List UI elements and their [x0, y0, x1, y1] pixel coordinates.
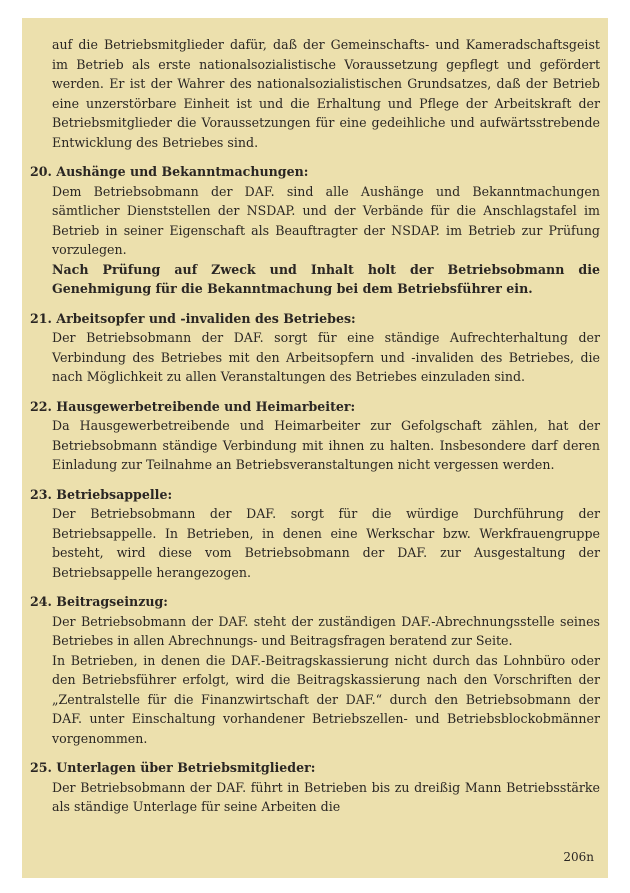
section-heading: 25. Unterlagen über Betriebsmitglieder:: [30, 760, 316, 775]
section-body: [52, 612, 600, 749]
section-paragraph: Nach Prüfung auf Zweck und Inhalt holt der Betriebsobmann die Genehmigung für die Bekanntmachung bei dem Betriebsführer ein.: [52, 261, 600, 296]
section-body: [52, 416, 600, 475]
document-page: [22, 18, 608, 878]
section-heading: 23. Betriebsappelle:: [30, 486, 173, 502]
section-heading: 22. Hausgewerbetreibende und Heimarbeiter:: [30, 398, 356, 414]
section-20: [30, 162, 600, 299]
section-body: [52, 328, 600, 387]
section-heading: 24. Beitragseinzug:: [30, 594, 168, 609]
section-23: [30, 485, 600, 583]
section-paragraph: In Betrieben, in denen die DAF.-Beitragskassierung nicht durch das Lohnbüro oder den Betriebsführer erfolgt, wird die Beitragskassierung nach den Vorschriften der „Zentralstelle für die Finanzwirtschaft der DAF.“ durch den Betriebsobmann der DAF. unter Einschaltung vorhandener Betriebszellen- und Betriebsblockobmänner vorgenommen.: [52, 652, 600, 746]
section-body: [52, 182, 600, 299]
section-21: [30, 309, 600, 387]
page-content: [30, 35, 600, 817]
section-paragraph: Der Betriebsobmann der DAF. sorgt für die würdige Durchführung der Betriebsappelle. In Betrieben, in denen eine Werkschar bzw. Werkfrauengruppe besteht, wird diese vom Betriebsobmann der DAF. zur Ausgestaltung der Betriebsappelle herangezogen.: [52, 506, 600, 580]
section-24: [30, 592, 600, 748]
section-body: [52, 778, 600, 817]
section-body: [52, 504, 600, 582]
section-heading: 21. Arbeitsopfer und -invaliden des Betriebes:: [30, 310, 356, 326]
intro-paragraph: auf die Betriebsmitglieder dafür, daß der Gemeinschafts- und Kameradschaftsgeist im Betrieb als erste nationalsozialistische Voraussetzung gepflegt und gefördert werden. Er ist der Wahrer des nationalsozialistischen Grundsatzes, daß der Betrieb eine unzerstörbare Einheit ist und die Erhaltung und Pflege der Arbeitskraft der Betriebsmitglieder die Voraussetzungen für eine gedeihliche und aufwärtsstrebende Entwicklung des Betriebes sind.: [52, 37, 600, 150]
section-heading: 20. Aushänge und Bekanntmachungen:: [30, 164, 309, 179]
section-paragraph: Der Betriebsobmann der DAF. sorgt für eine ständige Aufrechterhaltung der Verbindung des Betriebes mit den Arbeitsopfern und -invaliden des Betriebes, die nach Möglichkeit zu allen Veranstaltungen des Betriebes einzuladen sind.: [52, 330, 600, 384]
section-paragraph: Der Betriebsobmann der DAF. führt in Betrieben bis zu dreißig Mann Betriebsstärke als ständige Unterlage für seine Arbeiten die: [52, 779, 600, 814]
page-number: 206n: [563, 850, 594, 864]
section-paragraph: Dem Betriebsobmann der DAF. sind alle Aushänge und Bekanntmachungen sämtlicher Dienststellen der NSDAP. und der Verbände für die Anschlagstafel im Betrieb in seiner Eigenschaft als Beauftragter der NSDAP. im Betrieb zur Prüfung vorzulegen.: [52, 183, 600, 257]
section-25: [30, 758, 600, 817]
section-paragraph: Der Betriebsobmann der DAF. steht der zuständigen DAF.-Abrechnungsstelle seines Betriebes in allen Abrechnungs- und Beitragsfragen beratend zur Seite.: [52, 613, 600, 648]
section-22: [30, 397, 600, 475]
section-paragraph: Da Hausgewerbetreibende und Heimarbeiter zur Gefolgschaft zählen, hat der Betriebsobmann ständige Verbindung mit ihnen zu halten. Insbesondere darf deren Einladung zur Teilnahme an Betriebsveranstaltungen nicht vergessen werden.: [52, 418, 600, 472]
